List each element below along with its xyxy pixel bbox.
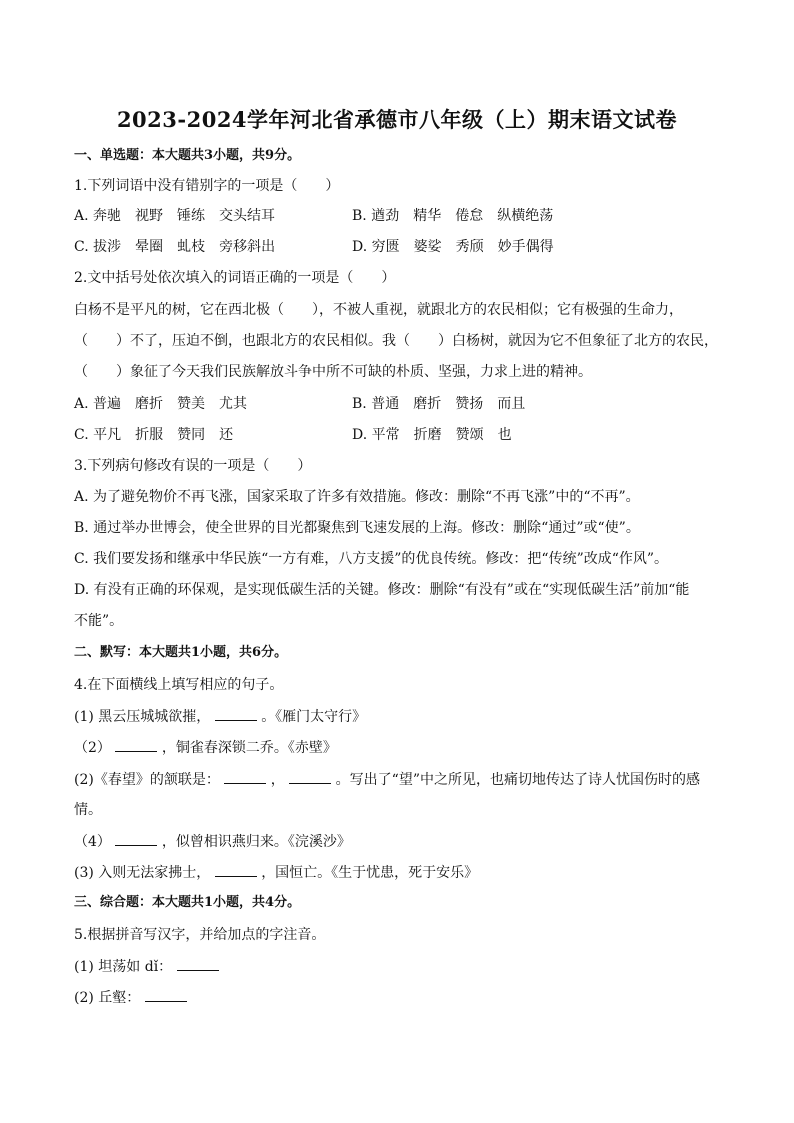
q4-line-3-comma: ， [270,772,285,788]
q3-option-d-line2: 不能”。 [74,613,124,629]
q4-line-3-rest: 。写出了“望”中之所见，也痛切地传达了诗人忧国伤时的感 [335,772,700,788]
q4-line-1-source: 。《雁门太守行》 [261,709,367,725]
q5-line-1-text: (1) 坦荡如 dǐ： [74,959,173,975]
q5-line-2 [74,987,734,1008]
q3-option-d-line1: D. 有没有正确的环保观，是实现低碳生活的关键。修改：删除“有没有”或在“实现低碳生活”前加“能 [74,582,690,598]
q1-stem: 1.下列词语中没有错别字的一项是（ ） [74,178,340,194]
q4-line-1 [74,706,734,727]
q1-option-a: A. 奔驰 视野 锤练 交头结耳 [74,208,276,224]
q4-line-1-text: (1) 黑云压城城欲摧， [74,709,211,725]
q2-option-d: D. 平常 折磨 赞颂 也 [352,427,512,443]
answer-blank[interactable] [115,737,157,752]
q3-option-a: A. 为了避免物价不再飞涨，国家采取了许多有效措施。修改：删除“不再飞涨”中的“不再”。 [74,489,640,505]
q4-line-2-text: ，铜雀春深锁二乔。《赤壁》 [161,740,337,756]
q2-passage-line1: 白杨不是平凡的树，它在西北极（ ），不被人重视，就跟北方的农民相似；它有极强的生命力， [74,302,683,318]
section-heading-1: 一、单选题：本大题共3小题，共9分。 [74,148,301,163]
q4-line-5-rest: ，国恒亡。《生于忧患，死于安乐》 [261,865,479,881]
q2-stem: 2.文中括号处依次填入的词语正确的一项是（ ） [74,270,396,286]
q4-line-5-text: (3) 入则无法家拂士， [74,865,211,881]
q4-line-3-cont: 情。 [74,802,102,818]
q2-option-b: B. 普通 磨折 赞扬 而且 [352,396,526,412]
q4-line-4 [74,831,734,852]
q3-option-c: C. 我们要发扬和继承中华民族“一方有难，八方支援”的优良传统。修改：把“传统”改成“作风”。 [74,551,669,567]
q2-option-a: A. 普遍 磨折 赞美 尤其 [74,396,248,412]
q1-option-c: C. 拔涉 晕圈 虬枝 旁移斜出 [74,239,276,255]
q2-passage-line2: （ ）不了，压迫不倒，也跟北方的农民相似。我（ ）白杨树，就因为它不但象征了北方的农民， [74,333,718,349]
q4-line-2-number: （2） [74,740,111,756]
q4-line-2 [74,737,734,758]
answer-blank[interactable] [177,956,219,971]
answer-blank[interactable] [115,831,157,846]
q3-stem: 3.下列病句修改有误的一项是（ ） [74,458,312,474]
page-title: 2023-2024学年河北省承德市八年级（上）期末语文试卷 [116,107,678,132]
answer-blank[interactable] [289,769,331,784]
q4-line-5 [74,862,734,883]
q4-line-3 [74,769,734,790]
q5-line-2-text: (2) 丘壑： [74,990,141,1006]
section-heading-3: 三、综合题：本大题共1小题，共4分。 [74,895,301,910]
q3-option-b: B. 通过举办世博会，使全世界的目光都聚焦到飞速发展的上海。修改：删除“通过”或“使”。 [74,520,640,536]
q1-option-b: B. 遒劲 精华 倦怠 纵横绝荡 [352,208,554,224]
q2-option-c: C. 平凡 折服 赞同 还 [74,427,234,443]
q4-line-3-text: (2)《春望》的颔联是： [74,772,220,788]
q2-passage-line3: （ ）象征了今天我们民族解放斗争中所不可缺的朴质、坚强，力求上进的精神。 [74,364,592,380]
q5-stem: 5.根据拼音写汉字，并给加点的字注音。 [74,927,326,943]
answer-blank[interactable] [145,987,187,1002]
answer-blank[interactable] [224,769,266,784]
q1-option-d: D. 穷匮 婆娑 秀颀 妙手偶得 [352,239,554,255]
answer-blank[interactable] [215,862,257,877]
answer-blank[interactable] [215,706,257,721]
section-heading-2: 二、默写：本大题共1小题，共6分。 [74,645,288,660]
q4-line-4-text: ，似曾相识燕归来。《浣溪沙》 [161,834,351,850]
q4-stem: 4.在下面横线上填写相应的句子。 [74,677,284,693]
q5-line-1 [74,956,734,977]
q4-line-4-number: （4） [74,834,111,850]
